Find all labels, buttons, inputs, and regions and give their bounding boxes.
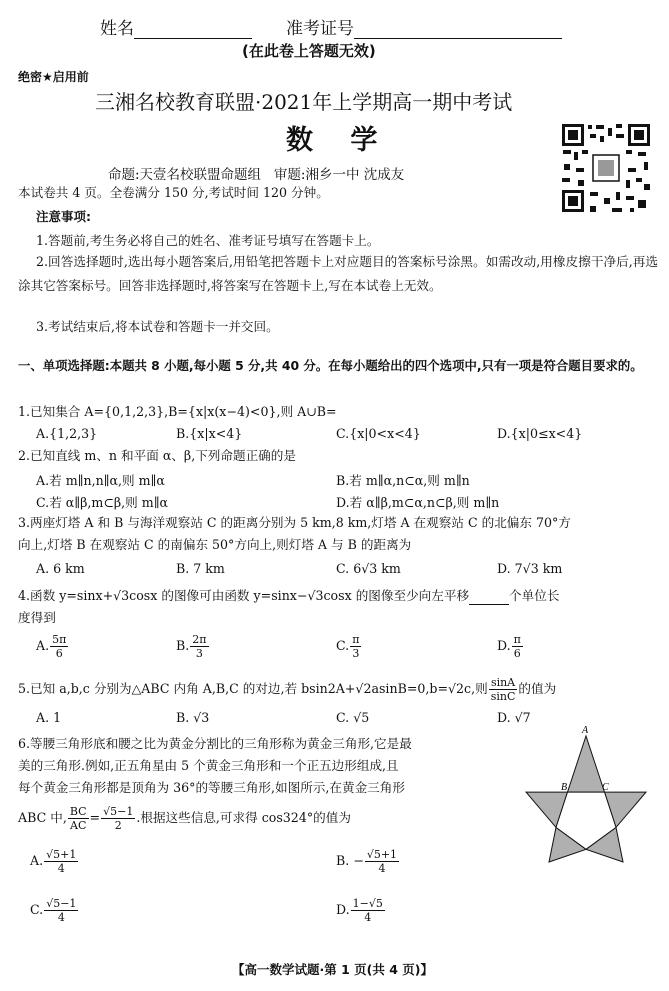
q4-answer-blank[interactable] xyxy=(469,590,509,605)
notice-item-3: 3.考试结束后,将本试卷和答题卡一并交回。 xyxy=(36,319,279,334)
q6-bc-ac-fraction xyxy=(68,805,89,832)
q6-f1-den: AC xyxy=(70,819,87,832)
q4-stem-line1 xyxy=(18,587,559,605)
q4-stem-line2: 度得到 xyxy=(18,610,56,625)
exam-id-field[interactable] xyxy=(286,14,562,39)
q4-option-d[interactable] xyxy=(497,633,524,660)
q6-option-a-fraction xyxy=(44,848,78,875)
q6-option-c-fraction xyxy=(44,897,78,924)
q6-c-den: 4 xyxy=(57,911,65,924)
q4-option-a-label: A. xyxy=(36,638,50,653)
q6-line-4 xyxy=(18,805,351,832)
q6-option-d-label: D. xyxy=(336,902,350,917)
q3-option-d[interactable]: D. 7√3 km xyxy=(497,561,563,576)
q6-line-1: 6.等腰三角形底和腰之比为黄金分割比的三角形称为黄金三角形,它是最 xyxy=(18,736,412,751)
q6-c-num: √5−1 xyxy=(46,897,77,910)
q5-option-d[interactable]: D. √7 xyxy=(497,710,531,725)
q6-option-a[interactable] xyxy=(30,848,79,875)
q5-stem-end: 的值为 xyxy=(518,681,557,696)
exam-title: 三湘名校教育联盟·2021年上学期高一期中考试 xyxy=(95,90,513,114)
q4-option-b-label: B. xyxy=(176,638,190,653)
q6-line4-pre: ABC 中, xyxy=(18,810,67,825)
q6-option-d[interactable] xyxy=(336,897,386,924)
q4-a-den: 6 xyxy=(55,647,63,660)
q4-stem-text: 4.函数 y=sinx+√3cosx 的图像可由函数 y=sinx−√3cosx 的图像至少向左平移 xyxy=(18,588,470,603)
notice-item-1: 1.答题前,考生务必将自己的姓名、准考证号填写在答题卡上。 xyxy=(36,233,380,248)
notice-item-2: 2.回答选择题时,选出每小题答案后,用铅笔把答题卡上对应题目的答案标号涂黑。如需改动,用橡皮擦干净后,再选涂其它答案标号。回答非选择题时,将答案写在答题卡上,写在本试卷上无效。 xyxy=(18,254,658,293)
q6-option-d-fraction xyxy=(351,897,385,924)
vertex-label-a: A xyxy=(582,726,589,736)
q6-option-a-label: A. xyxy=(30,853,44,868)
q6-f2-num: √5−1 xyxy=(103,805,134,818)
q4-option-a[interactable] xyxy=(36,633,69,660)
q3-option-a[interactable]: A. 6 km xyxy=(36,561,85,576)
q5-stem xyxy=(18,676,556,703)
q4-stem-text-end: 个单位长 xyxy=(509,588,560,603)
q2-stem: 2.已知直线 m、n 和平面 α、β,下列命题正确的是 xyxy=(18,448,296,463)
q4-option-d-fraction xyxy=(512,633,523,660)
qr-code xyxy=(560,122,652,214)
q4-option-c[interactable] xyxy=(336,633,362,660)
q6-line-3: 每个黄金三角形都是顶角为 36°的等腰三角形,如图所示,在黄金三角形 xyxy=(18,780,405,795)
name-label: 姓名 xyxy=(100,19,134,39)
q4-c-num: π xyxy=(352,633,360,646)
q5-option-c[interactable]: C. √5 xyxy=(336,710,370,725)
q3-stem-line2: 向上,灯塔 B 在观察站 C 的南偏东 50°方向上,则灯塔 A 与 B 的距离为 xyxy=(18,537,412,552)
q5-option-a[interactable]: A. 1 xyxy=(36,710,62,725)
q4-option-d-label: D. xyxy=(497,638,511,653)
q5-frac-den: sinC xyxy=(490,690,516,703)
q5-frac-num: sinA xyxy=(490,676,516,689)
q6-a-num: √5+1 xyxy=(46,848,77,861)
q4-option-a-fraction xyxy=(50,633,68,660)
header-note: (在此卷上答题无效) xyxy=(242,42,376,60)
name-blank[interactable] xyxy=(134,20,252,39)
exam-id-blank[interactable] xyxy=(354,20,562,39)
q4-a-num: 5π xyxy=(52,633,67,646)
intro-line: 本试卷共 4 页。全卷满分 150 分,考试时间 120 分钟。 xyxy=(18,185,329,200)
q6-option-b-fraction xyxy=(365,848,399,875)
q6-f1-num: BC xyxy=(69,805,87,818)
subject-title: 数 学 xyxy=(286,125,392,156)
pentagram-figure xyxy=(510,726,660,876)
q4-option-c-fraction xyxy=(350,633,361,660)
q4-b-num: 2π xyxy=(192,633,207,646)
q4-option-c-label: C. xyxy=(336,638,350,653)
q6-line4-post: .根据这些信息,可求得 cos324°的值为 xyxy=(136,810,351,825)
q4-d-num: π xyxy=(513,633,521,646)
q2-option-c[interactable]: C.若 α∥β,m⊂β,则 m∥α xyxy=(36,495,169,510)
q6-d-den: 4 xyxy=(364,911,372,924)
q1-option-d[interactable]: D.{x|0≤x<4} xyxy=(497,426,583,441)
q1-option-c[interactable]: C.{x|0<x<4} xyxy=(336,426,421,441)
q2-option-a[interactable]: A.若 m∥n,n∥α,则 m∥α xyxy=(36,473,165,488)
q5-ratio-fraction xyxy=(489,676,518,703)
q6-option-b-label: B. − xyxy=(336,853,364,868)
vertex-label-c: C xyxy=(602,782,609,793)
q4-c-den: 3 xyxy=(352,647,360,660)
q4-option-b-fraction xyxy=(190,633,208,660)
q3-option-c[interactable]: C. 6√3 km xyxy=(336,561,401,576)
q6-d-num: 1−√5 xyxy=(352,897,383,910)
q2-option-b[interactable]: B.若 m∥α,n⊂α,则 m∥n xyxy=(336,473,470,488)
q6-b-num: √5+1 xyxy=(366,848,398,861)
section-heading: 一、单项选择题:本题共 8 小题,每小题 5 分,共 40 分。在每小题给出的四个选项中,只有一项是符合题目要求的。 xyxy=(18,358,643,373)
q6-a-den: 4 xyxy=(57,862,65,875)
q2-option-d[interactable]: D.若 α∥β,m⊂α,n⊂β,则 m∥n xyxy=(336,495,500,510)
q6-line-2: 美的三角形.例如,正五角星由 5 个黄金三角形和一个正五边形组成,且 xyxy=(18,758,399,773)
secret-label: 绝密★启用前 xyxy=(18,70,89,84)
q1-option-a[interactable]: A.{1,2,3} xyxy=(36,426,98,441)
q3-option-b[interactable]: B. 7 km xyxy=(176,561,225,576)
q6-option-b[interactable] xyxy=(336,848,400,875)
q6-option-c[interactable] xyxy=(30,897,79,924)
q6-golden-ratio-fraction xyxy=(101,805,135,832)
q6-option-c-label: C. xyxy=(30,902,44,917)
q1-stem: 1.已知集合 A={0,1,2,3},B={x|x(x−4)<0},则 A∪B= xyxy=(18,404,337,419)
q6-f2-den: 2 xyxy=(114,819,122,832)
page-footer: 【高一数学试题·第 1 页(共 4 页)】 xyxy=(232,962,433,977)
q6-equals: = xyxy=(89,810,101,825)
notice-title: 注意事项: xyxy=(36,209,91,224)
vertex-label-b: B xyxy=(561,782,568,793)
name-field[interactable] xyxy=(100,14,252,39)
q4-b-den: 3 xyxy=(195,647,203,660)
golden-triangle-top xyxy=(568,736,605,792)
q6-b-den: 4 xyxy=(378,862,386,875)
q1-option-b[interactable]: B.{x|x<4} xyxy=(176,426,243,441)
exam-id-label: 准考证号 xyxy=(286,19,354,39)
q4-option-b[interactable] xyxy=(176,633,210,660)
q3-stem-line1: 3.两座灯塔 A 和 B 与海洋观察站 C 的距离分别为 5 km,8 km,灯塔 A 在观察站 C 的北偏东 70°方 xyxy=(18,515,571,530)
q4-d-den: 6 xyxy=(513,647,521,660)
q5-stem-text: 5.已知 a,b,c 分别为△ABC 内角 A,B,C 的对边,若 bsin2A+√2asinB=0,b=√2c,则 xyxy=(18,681,488,696)
q5-option-b[interactable]: B. √3 xyxy=(176,710,210,725)
authors-line: 命题:天壹名校联盟命题组 审题:湘乡一中 沈成友 xyxy=(108,167,405,183)
